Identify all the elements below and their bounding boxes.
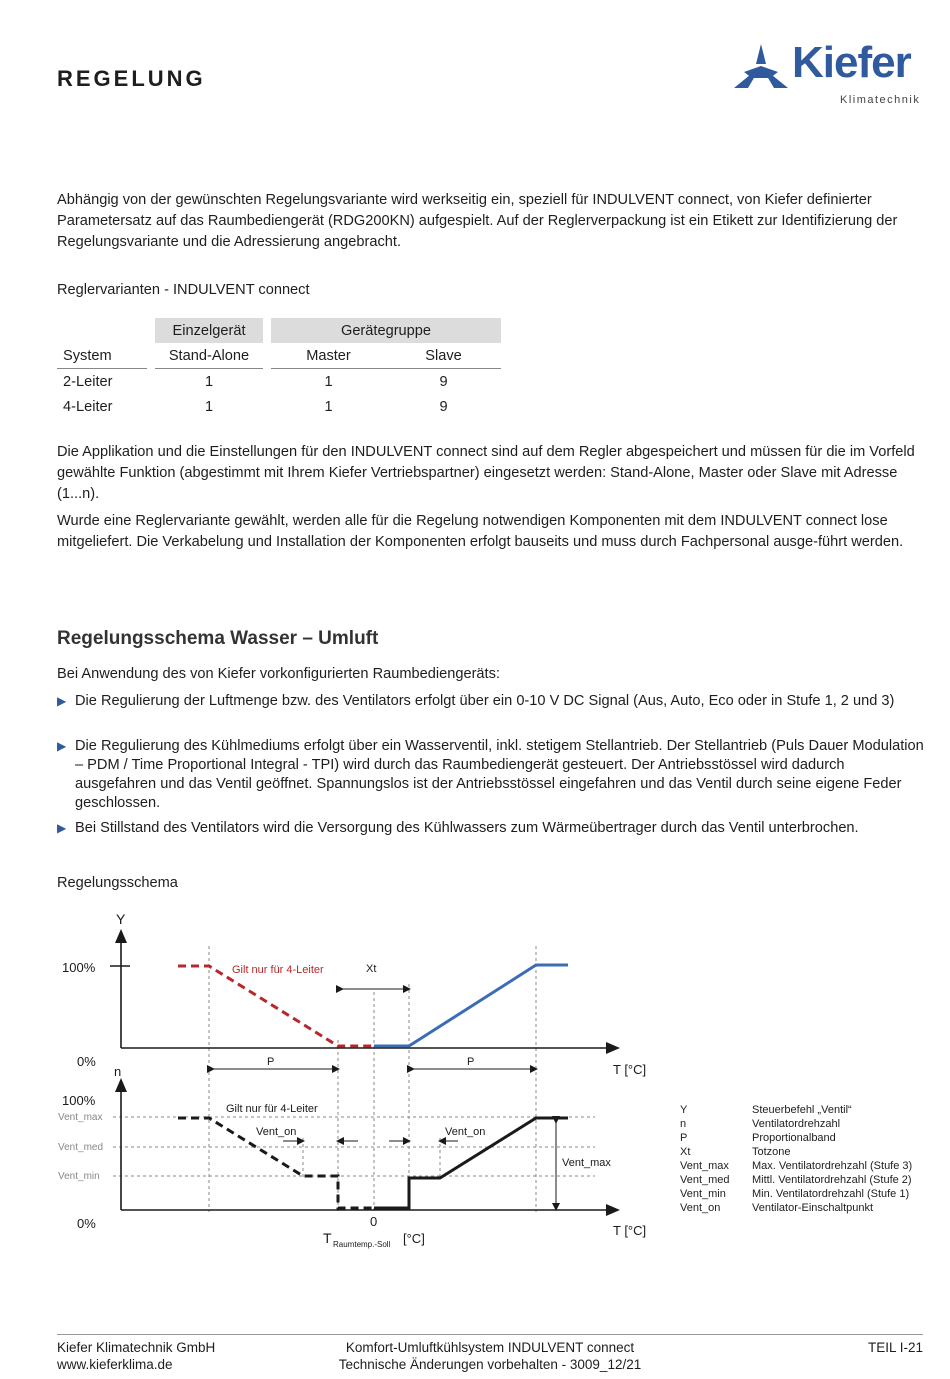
table-group-single: Einzelgerät xyxy=(155,318,263,343)
bullet-arrow-icon: ▶ xyxy=(57,694,67,708)
legend-key: P xyxy=(680,1132,688,1144)
vent-on-right-label: Vent_on xyxy=(445,1126,486,1138)
legend-value: Steuerbefehl „Ventil“ xyxy=(752,1104,852,1116)
legend-item xyxy=(680,1187,912,1201)
note-4-leiter-bottom: Gilt nur für 4-Leiter xyxy=(226,1103,318,1115)
diagram-caption: Regelungsschema xyxy=(57,875,178,891)
guide-lines xyxy=(113,946,595,1212)
legend-key: n xyxy=(680,1118,687,1130)
table-cell-system: 2-Leiter xyxy=(63,373,113,390)
table-header-system: System xyxy=(57,343,147,369)
p-left-label: P xyxy=(267,1056,275,1068)
legend-item xyxy=(680,1117,912,1131)
table-cell-master: 1 xyxy=(324,373,333,390)
legend-key: Xt xyxy=(680,1146,691,1158)
footer-divider xyxy=(57,1334,923,1335)
legend-key: Vent_on xyxy=(680,1202,721,1214)
bullet-arrow-icon: ▶ xyxy=(57,821,67,835)
legend-key: Vent_max xyxy=(680,1160,729,1172)
table-cell-standalone: 1 xyxy=(204,398,214,415)
p-right-label: P xyxy=(467,1056,475,1068)
vent-max-dimension-label: Vent_max xyxy=(562,1157,611,1169)
zero-label: 0 xyxy=(370,1214,378,1229)
footer-center xyxy=(290,1339,690,1373)
t-axis-top-label: T [°C] xyxy=(613,1062,647,1077)
valve-curve-heating xyxy=(178,966,374,1046)
page-title: REGELUNG xyxy=(57,66,206,91)
application-paragraph: Die Applikation und die Einstellungen für den INDULVENT connect sind auf dem Regler abgespeichert und müssen für die im Vorfeld gewählte Funktion (abgestimmt mit Ihrem Kiefer Vertriebspartner) eingesetzt werden: Stand-Alone, Master oder Slave mit Adresse (1...n). xyxy=(57,444,915,502)
legend-item xyxy=(680,1159,912,1173)
footer-website: www.kieferklima.de xyxy=(57,1357,173,1372)
legend-value: Ventilator-Einschaltpunkt xyxy=(752,1202,874,1214)
footer-rights: Technische Änderungen vorbehalten - 3009_12/21 xyxy=(338,1357,642,1372)
vent-on-left-label: Vent_on xyxy=(256,1126,297,1138)
legend-value: Proportionalband xyxy=(752,1132,836,1144)
table-cell-slave: 9 xyxy=(439,398,448,415)
legend-key: Vent_min xyxy=(680,1188,726,1200)
t-axis-bottom-arrow-icon xyxy=(606,1204,620,1216)
top-100-label: 100% xyxy=(62,960,96,975)
xt-label: Xt xyxy=(366,963,377,975)
bullet-text: Die Regulierung des Kühlmediums erfolgt über ein Wasserventil, inkl. stetigem Stellantrieb. Der Stellantrieb (Puls Dauer Modulation – PDM / Time Proportional Integral - TPI) wird durch das Raumbediengerät gesteuert. Der Antriebsstössel wird dadurch ausgefahren und das Ventil geöffnet. Spannungslos ist der Antriebsstössel eingefahren und das Ventil durch seine eigene Feder geschlossen. xyxy=(75,738,924,811)
vent-max-label: Vent_max xyxy=(58,1112,103,1123)
vent-med-label: Vent_med xyxy=(58,1142,104,1153)
legend-key: Y xyxy=(680,1104,688,1116)
note-4-leiter-top: Gilt nur für 4-Leiter xyxy=(232,964,324,976)
legend-item xyxy=(680,1173,912,1187)
y-axis-arrow-icon xyxy=(115,929,127,943)
legend-value: Min. Ventilatordrehzahl (Stufe 1) xyxy=(752,1188,910,1200)
components-paragraph: Wurde eine Reglervariante gewählt, werden alle für die Regelung notwendigen Komponenten mit dem INDULVENT connect lose mitgeliefert. Die Verkabelung und Installation der Komponenten erfolgt bauseits und muss durch Fachpersonal ausge-führt werden. xyxy=(57,513,904,550)
bullet-text: Bei Stillstand des Ventilators wird die Versorgung des Kühlwassers zum Wärmeübertrager durch das Ventil unterbrochen. xyxy=(75,820,859,836)
footer-left xyxy=(57,1339,215,1373)
table-cell-master: 1 xyxy=(324,398,333,415)
dimension-arrows xyxy=(211,989,556,1207)
table-cell-standalone: 1 xyxy=(204,373,214,390)
legend-item xyxy=(680,1145,912,1159)
table-group-cluster: Gerätegruppe xyxy=(271,318,501,343)
bottom-100-label: 100% xyxy=(62,1093,96,1108)
diagram-legend xyxy=(680,1103,912,1215)
legend-value: Max. Ventilatordrehzahl (Stufe 3) xyxy=(752,1160,913,1172)
axes xyxy=(110,932,612,1210)
legend-value: Mittl. Ventilatordrehzahl (Stufe 2) xyxy=(752,1174,912,1186)
t-axis-arrow-icon xyxy=(606,1042,620,1054)
bullet-arrow-icon: ▶ xyxy=(57,739,67,753)
section-intro: Bei Anwendung des von Kiefer vorkonfigurierten Raumbediengeräts: xyxy=(57,666,500,682)
table-cell-system: 4-Leiter xyxy=(63,398,113,415)
table-header-master: Master xyxy=(271,343,386,369)
valve-curve-cooling xyxy=(374,965,568,1046)
logo-subtitle: Klimatechnik xyxy=(840,94,921,106)
section-title: Regelungsschema Wasser – Umluft xyxy=(57,628,379,649)
top-0-label: 0% xyxy=(77,1054,96,1069)
n-axis-arrow-icon xyxy=(115,1078,127,1092)
table-header-slave: Slave xyxy=(386,343,501,369)
legend-item xyxy=(680,1201,912,1215)
footer-page-number: TEIL I-21 xyxy=(867,1340,923,1355)
table-cell-slave: 9 xyxy=(439,373,448,390)
intro-paragraph: Abhängig von der gewünschten Regelungsvariante wird werkseitig ein, speziell für INDULVENT connect, von Kiefer definierter Parametersatz auf das Raumbediengerät (RDG200KN) aufgespielt. Auf der Reglerverpackung ist ein Etikett zur Identifizierung der Regelungsvariante und die Adressierung angebracht. xyxy=(57,192,898,250)
logo-wordmark: Kiefer xyxy=(792,38,911,87)
t-room-subscript: Raumtemp.-Soll xyxy=(333,1240,391,1249)
footer-company: Kiefer Klimatechnik GmbH xyxy=(57,1340,216,1355)
table-header-standalone: Stand-Alone xyxy=(155,343,263,369)
t-room-unit: [°C] xyxy=(403,1231,425,1246)
t-room-label: T xyxy=(323,1230,332,1246)
legend-item xyxy=(680,1103,912,1117)
bullet-text: Die Regulierung der Luftmenge bzw. des Ventilators erfolgt über ein 0-10 V DC Signal (Aus, Auto, Eco oder in Stufe 1, 2 und 3) xyxy=(75,693,895,709)
t-axis-bottom-label: T [°C] xyxy=(613,1223,647,1238)
y-axis-label: Y xyxy=(116,911,126,927)
legend-value: Ventilatordrehzahl xyxy=(752,1118,841,1130)
bottom-0-label: 0% xyxy=(77,1216,96,1231)
legend-value: Totzone xyxy=(752,1146,791,1158)
n-axis-label: n xyxy=(114,1064,122,1079)
legend-key: Vent_med xyxy=(680,1174,730,1186)
table-caption: Reglervarianten - INDULVENT connect xyxy=(57,282,310,298)
footer-product: Komfort-Umluftkühlsystem INDULVENT connect xyxy=(345,1340,635,1355)
legend-item xyxy=(680,1131,912,1145)
vent-min-label: Vent_min xyxy=(58,1171,100,1182)
